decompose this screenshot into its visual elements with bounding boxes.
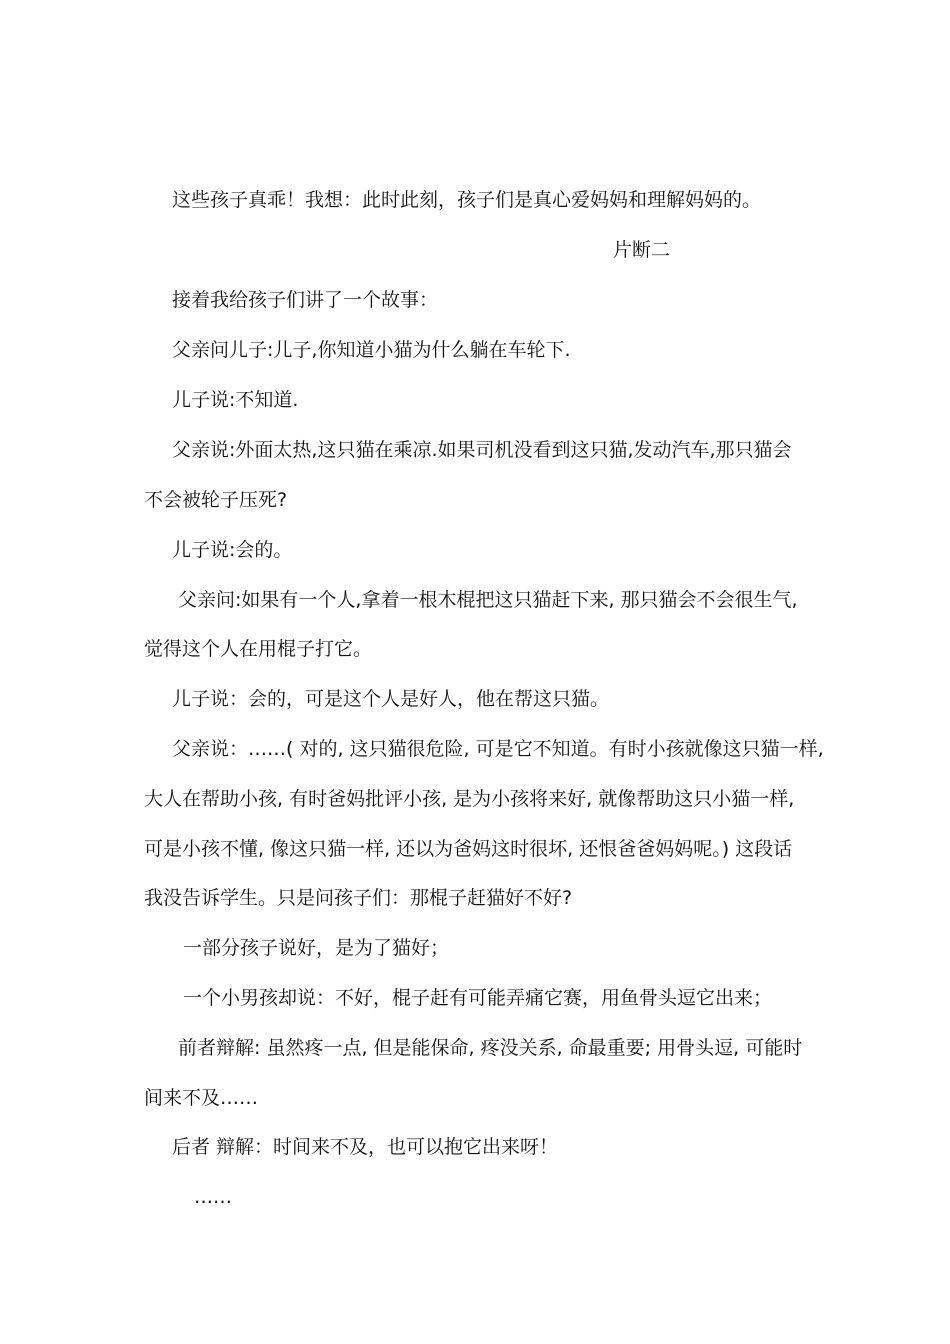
section-title: 片断二 [613, 239, 671, 261]
paragraph-line: 接着我给孩子们讲了一个故事： [172, 289, 439, 311]
paragraph-line: 我没告诉学生。只是问孩子们：那棍子赶猫好不好? [144, 887, 573, 909]
paragraph-line: 不会被轮子压死? [144, 489, 288, 511]
paragraph-line: 父亲说:外面太热,这只猫在乘凉.如果司机没看到这只猫,发动汽车,那只猫会 [172, 439, 792, 461]
paragraph-line: 儿子说:不知道. [172, 389, 299, 411]
paragraph-line: 觉得这个人在用棍子打它。 [144, 638, 373, 660]
paragraph-line: 父亲问儿子:儿子,你知道小猫为什么躺在车轮下. [172, 339, 571, 361]
paragraph-line: 儿子说：会的，可是这个人是好人，他在帮这只猫。 [172, 688, 610, 710]
ellipsis-line: …… [194, 1186, 232, 1208]
paragraph-line: 父亲问:如果有一个人,拿着一根木棍把这只猫赶下来, 那只猫会不会很生气, [178, 589, 798, 611]
paragraph-line: 间来不及…… [144, 1087, 259, 1109]
paragraph-line: 一个小男孩却说：不好，棍子赶有可能弄痛它赛，用鱼骨头逗它出来； [183, 987, 773, 1009]
paragraph-line: 后者 辩解：时间来不及，也可以抱它出来呀！ [172, 1136, 559, 1158]
paragraph-line: 大人在帮助小孩, 有时爸妈批评小孩, 是为小孩将来好, 就像帮助这只小猫一样, [144, 788, 795, 810]
paragraph-line: 父亲说：……( 对的, 这只猫很危险, 可是它不知道。有时小孩就像这只猫一样, [172, 738, 824, 760]
paragraph-line: 一部分孩子说好，是为了猫好； [183, 937, 450, 959]
paragraph-line: 前者辩解: 虽然疼一点, 但是能保命, 疼没关系, 命最重要; 用骨头逗, 可能时 [178, 1037, 803, 1059]
intro-paragraph: 这些孩子真乖！我想：此时此刻，孩子们是真心爱妈妈和理解妈妈的。 [172, 189, 762, 211]
paragraph-line: 可是小孩不懂, 像这只猫一样, 还以为爸妈这时很坏, 还恨爸爸妈妈呢。) 这段话 [144, 838, 793, 860]
paragraph-line: 儿子说:会的。 [172, 539, 293, 561]
